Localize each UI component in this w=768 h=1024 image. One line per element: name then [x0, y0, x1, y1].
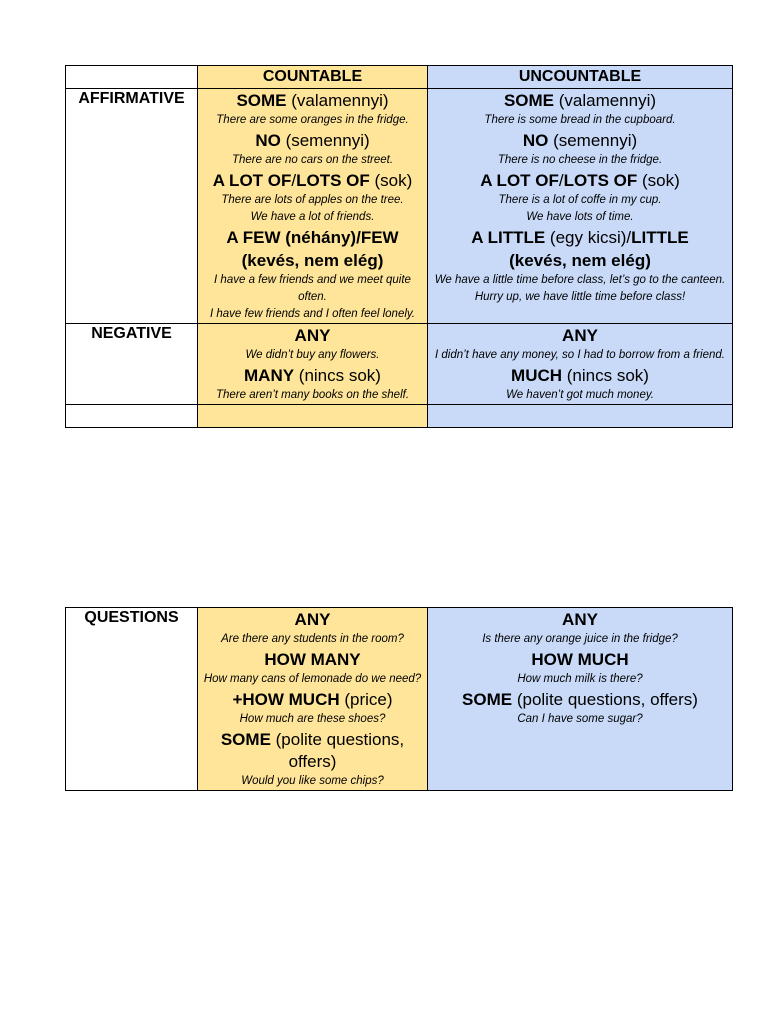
countable-header: COUNTABLE — [198, 66, 428, 89]
quantifier-term — [200, 689, 425, 711]
quantifier-term — [430, 325, 730, 347]
example-sentence: Hurry up, we have little time before class! — [474, 291, 686, 303]
term-keyword: NO — [255, 131, 281, 150]
questions-table — [65, 607, 733, 791]
term-keyword: ANY — [562, 326, 598, 345]
example-sentence: We have a little time before class, let’s go to the canteen. — [434, 274, 726, 286]
header-row — [66, 66, 733, 89]
quantifier-term — [430, 170, 730, 192]
empty-uncountable-cell — [428, 405, 733, 428]
empty-cell — [66, 405, 198, 428]
example-sentence: Are there any students in the room? — [221, 633, 404, 645]
example-sentence: We have lots of time. — [526, 211, 634, 223]
quantifier-term — [200, 609, 425, 631]
example-sentence: We didn’t buy any flowers. — [245, 349, 380, 361]
affirmative-uncountable-cell — [428, 89, 733, 324]
term-gloss-line — [430, 250, 730, 272]
negative-row — [66, 324, 733, 405]
term-keyword: ANY — [294, 326, 331, 345]
term-keyword: SOME — [462, 690, 513, 709]
negative-countable-cell — [198, 324, 428, 405]
example-sentence: How much are these shoes? — [239, 713, 386, 725]
example-sentence: There aren’t many books on the shelf. — [215, 389, 410, 401]
quantifier-term — [430, 649, 730, 671]
quantifier-term — [200, 729, 425, 773]
term-gloss-line — [200, 250, 425, 272]
term-gloss: (nincs sok) — [294, 366, 381, 385]
corner-cell — [66, 66, 198, 89]
quantifier-term — [200, 325, 425, 347]
term-keyword: SOME — [503, 91, 554, 110]
uncountable-header: UNCOUNTABLE — [428, 66, 733, 89]
quantifier-term — [200, 649, 425, 671]
term-keyword: ANY — [294, 610, 331, 629]
example-sentence: There are some oranges in the fridge. — [216, 114, 409, 126]
questions-uncountable-cell — [428, 608, 733, 791]
example-sentence: I didn’t have any money, so I had to borrow from a friend. — [435, 349, 725, 361]
term-keyword: HOW MANY — [264, 650, 361, 669]
term-gloss: (semennyi) — [548, 131, 638, 150]
questions-row — [66, 608, 733, 791]
example-sentence: There are no cars on the street. — [231, 154, 394, 166]
quantifier-term — [200, 90, 425, 112]
term-gloss-bold: (kevés, nem elég) — [241, 251, 384, 270]
questions-countable-cell — [198, 608, 428, 791]
negative-label: NEGATIVE — [66, 324, 198, 405]
quantifier-term — [200, 130, 425, 152]
term-keyword: A LITTLE — [471, 228, 546, 247]
term-keyword: ANY — [562, 610, 598, 629]
example-sentence: There is no cheese in the fridge. — [497, 154, 663, 166]
questions-label: QUESTIONS — [66, 608, 198, 791]
term-keyword: SOME — [236, 91, 287, 110]
term-gloss: (valamennyi) — [286, 91, 389, 110]
quantifier-term — [430, 689, 730, 711]
term-keyword: MANY — [244, 366, 295, 385]
term-gloss: (polite questions, offers) — [512, 690, 698, 709]
example-sentence: We have a lot of friends. — [250, 211, 375, 223]
example-sentence: Would you like some chips? — [241, 775, 384, 787]
example-sentence: There are lots of apples on the tree. — [221, 194, 404, 206]
term-gloss: (polite questions, offers) — [270, 730, 405, 771]
term-gloss-bold: (kevés, nem elég) — [509, 251, 651, 270]
example-sentence: I have few friends and I often feel lonely. — [210, 308, 415, 320]
example-sentence: How many cans of lemonade do we need? — [203, 673, 422, 685]
quantifiers-table — [65, 65, 733, 428]
term-keyword: MUCH — [511, 366, 563, 385]
term-keyword: SOME — [220, 730, 271, 749]
affirmative-label: AFFIRMATIVE — [66, 89, 198, 324]
term-gloss-2: (sok) — [369, 171, 413, 190]
quantifier-term — [430, 130, 730, 152]
term-gloss: / — [558, 171, 564, 190]
term-gloss: / — [291, 171, 297, 190]
term-keyword-2: LITTLE — [631, 228, 689, 247]
example-sentence: We haven’t got much money. — [506, 389, 654, 401]
quantifier-term — [430, 609, 730, 631]
term-keyword: A LOT OF — [212, 171, 292, 190]
term-keyword: A FEW (néhány)/FEW — [226, 228, 399, 247]
quantifier-term — [200, 170, 425, 192]
term-keyword: +HOW MUCH — [232, 690, 340, 709]
affirmative-countable-cell — [198, 89, 428, 324]
term-gloss: (price) — [339, 690, 393, 709]
term-gloss: (semennyi) — [280, 131, 370, 150]
example-sentence: How much milk is there? — [517, 673, 643, 685]
example-sentence: Can I have some sugar? — [517, 713, 643, 725]
term-gloss: (egy kicsi)/ — [545, 228, 632, 247]
term-keyword-2: LOTS OF — [296, 171, 370, 190]
quantifier-term — [430, 227, 730, 249]
empty-countable-cell — [198, 405, 428, 428]
term-gloss: (nincs sok) — [562, 366, 649, 385]
term-keyword: HOW MUCH — [531, 650, 629, 669]
quantifier-term — [430, 90, 730, 112]
example-sentence: There is some bread in the cupboard. — [484, 114, 676, 126]
example-sentence: Is there any orange juice in the fridge? — [482, 633, 678, 645]
term-keyword: A LOT OF — [480, 171, 559, 190]
term-gloss: (valamennyi) — [554, 91, 657, 110]
empty-row — [66, 405, 733, 428]
quantifier-term — [200, 227, 425, 249]
term-keyword: NO — [522, 131, 549, 150]
negative-uncountable-cell — [428, 324, 733, 405]
example-sentence: I have a few friends and we meet quite often. — [214, 274, 411, 303]
quantifier-term — [200, 365, 425, 387]
term-gloss-2: (sok) — [637, 171, 680, 190]
example-sentence: There is a lot of coffe in my cup. — [498, 194, 662, 206]
quantifier-term — [430, 365, 730, 387]
affirmative-row — [66, 89, 733, 324]
term-keyword-2: LOTS OF — [563, 171, 638, 190]
